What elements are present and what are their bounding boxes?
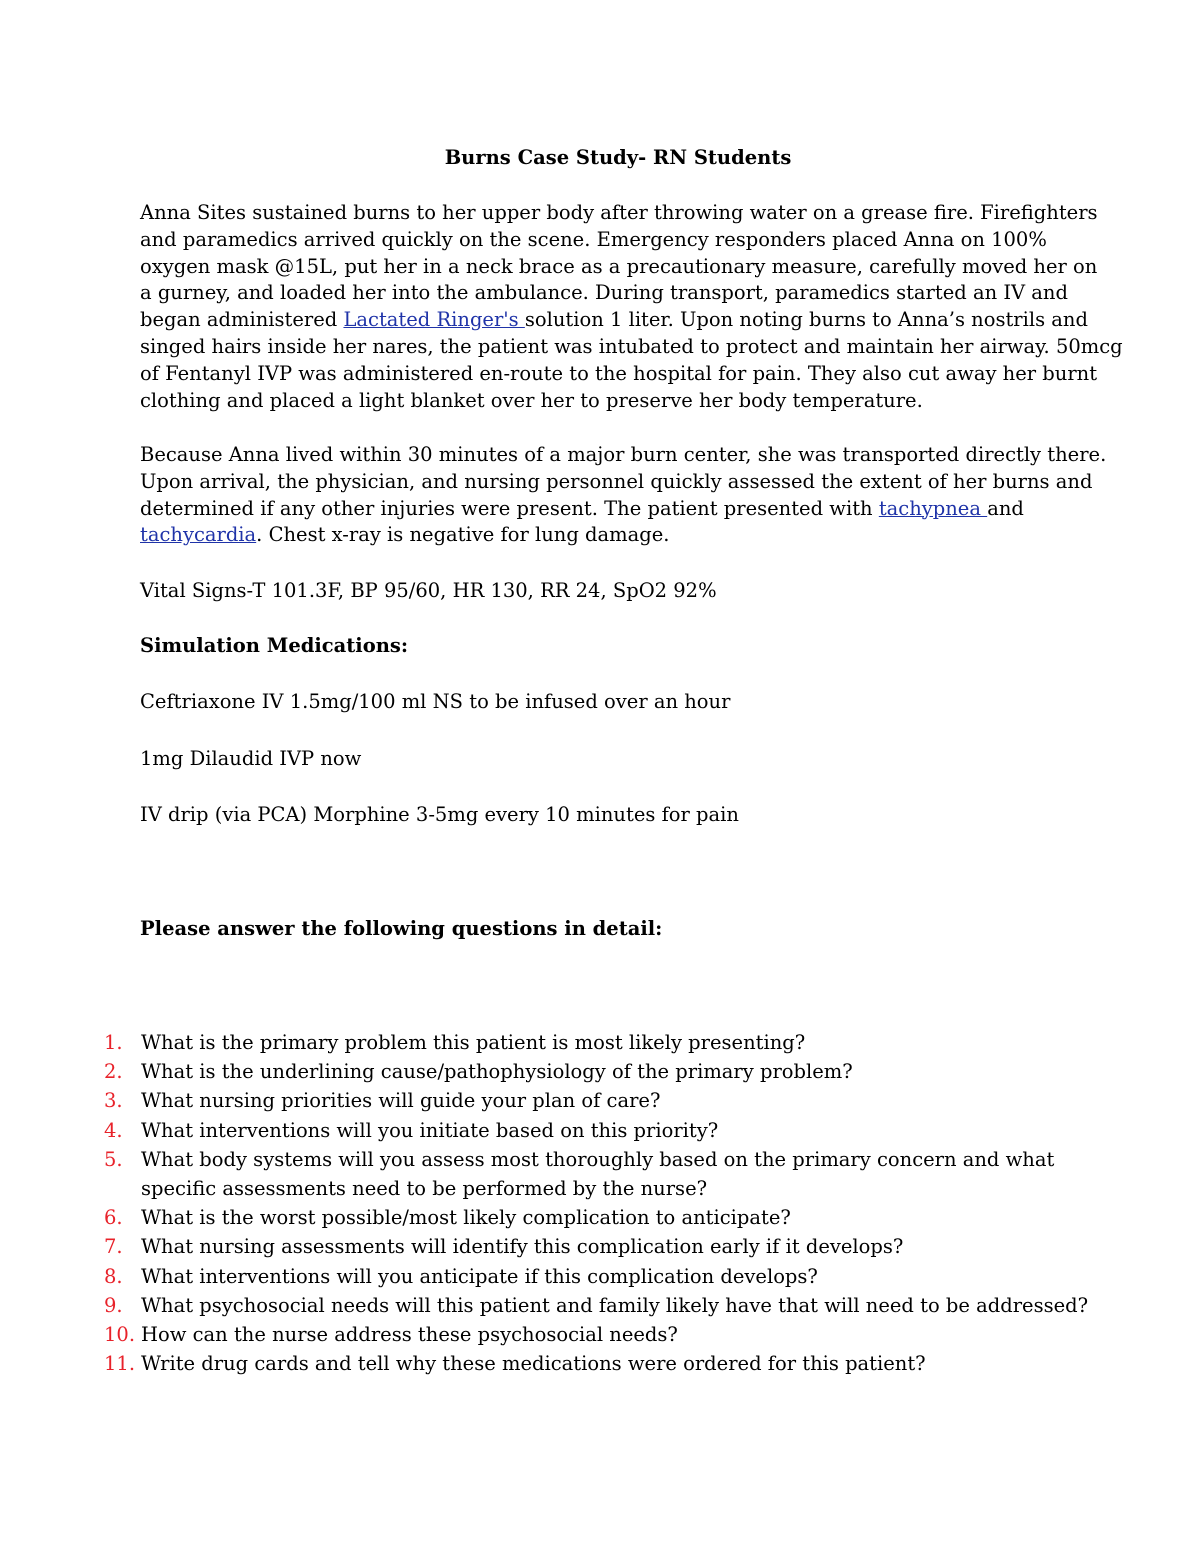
question-item [104, 1291, 1104, 1320]
paragraph-text: . Chest x-ray is negative for lung damage. [256, 523, 670, 547]
paragraph-text: and [987, 496, 1024, 520]
question-text: What nursing priorities will guide your plan of care? [141, 1089, 661, 1113]
paragraph-text: singed hairs inside her nares, the patient was intubated to protect and maintain her airway. 50mcg [140, 334, 1123, 358]
question-item [104, 1203, 1104, 1232]
question-item [104, 1086, 1104, 1115]
vital-signs: Vital Signs-T 101.3F, BP 95/60, HR 130, RR 24, SpO2 92% [140, 579, 717, 602]
paragraph-text: determined if any other injuries were present. The patient presented with [140, 496, 879, 520]
paragraph-line [140, 522, 1070, 549]
question-number: 7. [104, 1235, 123, 1259]
question-item [104, 1349, 1104, 1378]
question-text: What interventions will you initiate based on this priority? [141, 1118, 719, 1142]
paragraph-text: of Fentanyl IVP was administered en-route to the hospital for pain. They also cut away her burnt [140, 361, 1098, 385]
glossary-link[interactable]: tachycardia [140, 523, 257, 547]
questions-heading: Please answer the following questions in detail: [140, 917, 663, 940]
question-item [104, 1116, 1104, 1145]
paragraph-text: Anna Sites sustained burns to her upper body after throwing water on a grease fire. Firefighters [140, 201, 1098, 224]
question-item [104, 1232, 1104, 1261]
paragraph-line [140, 388, 1070, 415]
medication-item: IV drip (via PCA) Morphine 3-5mg every 10 minutes for pain [140, 803, 739, 826]
glossary-link[interactable]: tachypnea [878, 496, 988, 520]
question-text: What interventions will you anticipate if this complication develops? [141, 1264, 818, 1288]
glossary-link[interactable]: Lactated Ringer's [343, 308, 525, 332]
question-text: What is the underlining cause/pathophysiology of the primary problem? [141, 1060, 853, 1084]
paragraph-line [140, 496, 1070, 523]
medication-item: 1mg Dilaudid IVP now [140, 747, 362, 770]
question-text: What is the primary problem this patient is most likely presenting? [141, 1031, 806, 1054]
question-number: 8. [104, 1264, 123, 1288]
medications-heading: Simulation Medications: [140, 634, 409, 657]
paragraph-line [140, 254, 1098, 281]
paragraph-line [140, 334, 1123, 361]
question-text: What body systems will you assess most thoroughly based on the primary concern and what [141, 1147, 1055, 1171]
paragraph-line [140, 280, 1070, 307]
paragraph-text: solution 1 liter. Upon noting burns to Anna’s nostrils and [524, 308, 1088, 332]
question-item [104, 1028, 1104, 1057]
question-text: What psychosocial needs will this patient and family likely have that will need to be addressed? [141, 1293, 1089, 1317]
question-text: How can the nurse address these psychosocial needs? [141, 1323, 678, 1347]
question-text: What is the worst possible/most likely complication to anticipate? [141, 1206, 791, 1230]
question-text: specific assessments need to be performed by the nurse? [141, 1177, 708, 1201]
paragraph-text: began administered [140, 308, 344, 332]
paragraph-text: oxygen mask @15L, put her in a neck brace as a precautionary measure, carefully moved her on [140, 254, 1098, 278]
question-number: 4. [104, 1118, 123, 1142]
question-number: 6. [104, 1206, 123, 1230]
question-number: 2. [104, 1060, 123, 1084]
paragraph-text: and paramedics arrived quickly on the scene. Emergency responders placed Anna on 100% [140, 227, 1047, 251]
question-item [104, 1057, 1104, 1086]
question-number: 3. [104, 1089, 123, 1113]
paragraph-text: a gurney, and loaded her into the ambulance. During transport, paramedics started an IV and [140, 281, 1068, 305]
medication-item: Ceftriaxone IV 1.5mg/100 ml NS to be infused over an hour [140, 690, 731, 713]
paragraph-text: Upon arrival, the physician, and nursing personnel quickly assessed the extent of her burns and [140, 469, 1093, 493]
question-text: What nursing assessments will identify this complication early if it develops? [141, 1235, 904, 1259]
paragraph-text: clothing and placed a light blanket over her to preserve her body temperature. [140, 388, 923, 412]
question-number: 1. [104, 1031, 123, 1054]
paragraph-line [140, 442, 1107, 469]
paragraph-line [140, 469, 1093, 496]
paragraph-line [140, 200, 1098, 227]
question-item [104, 1262, 1104, 1291]
question-item [104, 1320, 1104, 1349]
question-number: 9. [104, 1293, 123, 1317]
paragraph-line [140, 227, 1070, 254]
question-text: Write drug cards and tell why these medications were ordered for this patient? [141, 1352, 926, 1376]
question-item [104, 1145, 1104, 1203]
questions-list [104, 1028, 1104, 1378]
paragraph-text: Because Anna lived within 30 minutes of a major burn center, she was transported directly there. [140, 443, 1107, 466]
document-title: Burns Case Study- RN Students [444, 146, 792, 169]
intro-paragraph [140, 200, 1123, 414]
paragraph-line [140, 361, 1098, 388]
question-number: 10. [104, 1323, 136, 1347]
paragraph-line [140, 307, 1088, 334]
arrival-paragraph [140, 442, 1107, 549]
question-number: 5. [104, 1147, 123, 1171]
question-number: 11. [104, 1352, 136, 1376]
